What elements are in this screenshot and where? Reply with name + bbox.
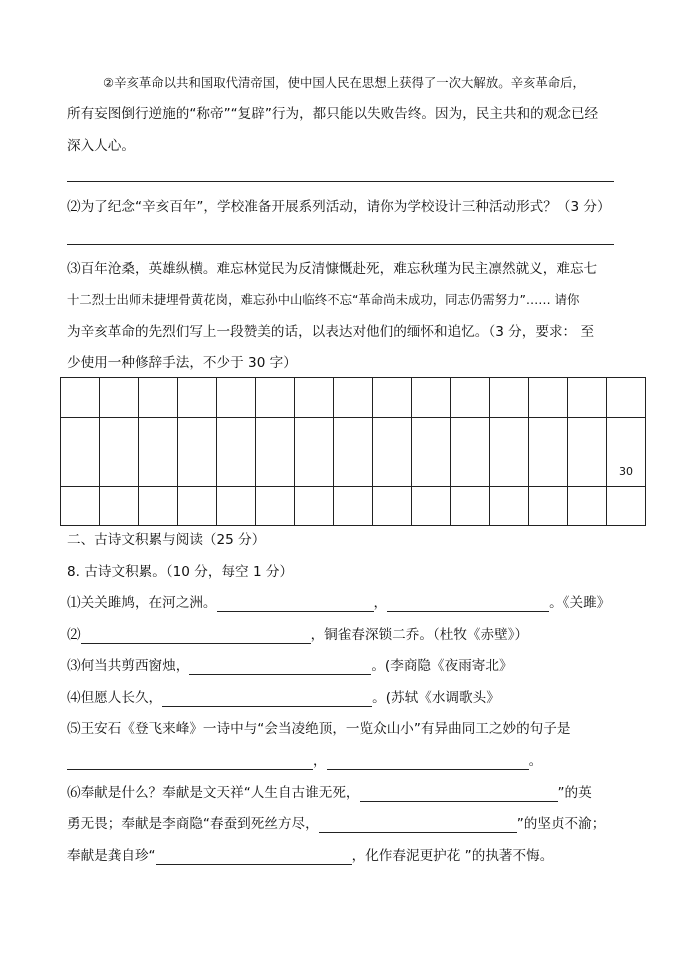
poem-1-source: 。《关雎》 (549, 595, 611, 611)
poem-6-text-4: ”的坚贞不渝； (516, 816, 606, 832)
poem-2-number: ⑵ (67, 627, 81, 643)
answer-line-1[interactable] (67, 181, 614, 182)
grid-cell[interactable] (529, 418, 568, 487)
grid-cell[interactable] (568, 418, 607, 487)
grid-cell[interactable] (178, 378, 217, 418)
grid-cell[interactable] (295, 487, 334, 526)
answer-line-2[interactable] (67, 244, 614, 245)
grid-cell[interactable] (256, 487, 295, 526)
grid-cell[interactable] (529, 487, 568, 526)
grid-cell[interactable] (139, 418, 178, 487)
fill-blank-5[interactable] (162, 692, 372, 707)
grid-cell[interactable] (61, 378, 100, 418)
poem-1-separator: ， (373, 595, 388, 611)
fill-blank-9[interactable] (319, 818, 517, 833)
poem-line-6-3 (67, 847, 553, 865)
grid-cell[interactable] (334, 378, 373, 418)
grid-cell[interactable] (451, 487, 490, 526)
grid-cell[interactable] (178, 487, 217, 526)
poem-4-source: 。(苏轼《水调歌头》 (372, 690, 500, 706)
fill-blank-1[interactable] (217, 597, 374, 612)
grid-cell[interactable] (178, 418, 217, 487)
grid-cell[interactable] (217, 418, 256, 487)
grid-cell[interactable] (100, 487, 139, 526)
grid-cell[interactable] (373, 378, 412, 418)
grid-cell[interactable] (607, 487, 646, 526)
question-8: 8. 古诗文积累。（10 分，每空 1 分） (67, 564, 294, 580)
poem-4-text: ⑷但愿人长久， (67, 690, 163, 706)
poem-6-text-1: ⑹奉献是什么？奉献是文天祥“人生自古谁无死， (67, 785, 360, 801)
grid-cell[interactable] (412, 378, 451, 418)
question-3-line-1: ⑶百年沧桑，英雄纵横。难忘林觉民为反清慷慨赴死，难忘秋瑾为民主凛然就义，难忘七 (67, 261, 598, 277)
grid-cell[interactable] (373, 487, 412, 526)
grid-cell[interactable] (568, 487, 607, 526)
poem-6-text-5: 奉献是龚自珍“ (67, 848, 156, 864)
grid-cell[interactable] (256, 378, 295, 418)
poem-6-text-6: ，化作春泥更护花 ”的执著不悔。 (351, 848, 554, 864)
grid-count-marker: 30 (607, 418, 646, 487)
poem-6-text-3: 勇无畏；奉献是李商隐“春蚕到死丝方尽， (67, 816, 319, 832)
grid-cell[interactable] (607, 378, 646, 418)
grid-cell[interactable] (568, 378, 607, 418)
grid-cell[interactable] (490, 378, 529, 418)
grid-cell[interactable] (412, 418, 451, 487)
fill-blank-10[interactable] (156, 850, 352, 865)
grid-cell[interactable] (451, 418, 490, 487)
question-3-line-2: 十二烈士出师未捷埋骨黄花岗，难忘孙中山临终不忘“革命尚未成功，同志仍需努力”…… 请你 (67, 292, 580, 307)
question-3-line-3: 为辛亥革命的先烈们写上一段赞美的话，以表达对他们的缅怀和追忆。（3 分，要求： 至 (67, 324, 595, 340)
grid-cell[interactable] (100, 418, 139, 487)
poem-line-4 (67, 689, 500, 707)
poem-line-6-1 (67, 784, 592, 802)
poem-line-6-2 (67, 815, 605, 833)
grid-cell[interactable] (61, 487, 100, 526)
grid-cell[interactable] (295, 418, 334, 487)
fill-blank-7[interactable] (327, 755, 529, 770)
fill-blank-2[interactable] (387, 597, 549, 612)
poem-2-text: ，铜雀春深锁二乔。（杜牧《赤壁》） (310, 627, 529, 643)
fill-blank-8[interactable] (360, 787, 558, 802)
writing-grid[interactable] (60, 377, 646, 526)
paragraph-2-line-2: 所有妄图倒行逆施的“称帝”“复辟”行为，都只能以失败告终。因为，民主共和的观念已经 (67, 106, 599, 122)
poem-3-source: 。(李商隐《夜雨寄北》 (371, 658, 513, 674)
grid-cell[interactable] (139, 378, 178, 418)
grid-cell[interactable] (490, 418, 529, 487)
paragraph-2-line-3: 深入人心。 (67, 138, 135, 154)
grid-cell[interactable] (373, 418, 412, 487)
poem-line-2 (67, 626, 528, 644)
poem-1-text: ⑴关关雎鸠，在河之洲。 (67, 595, 217, 611)
grid-cell[interactable] (100, 378, 139, 418)
grid-cell[interactable] (217, 378, 256, 418)
grid-cell[interactable] (529, 378, 568, 418)
poem-5-end: 。 (528, 753, 543, 769)
grid-cell[interactable] (412, 487, 451, 526)
grid-cell[interactable] (61, 418, 100, 487)
fill-blank-6[interactable] (67, 755, 313, 770)
grid-cell[interactable] (451, 378, 490, 418)
grid-cell[interactable] (490, 487, 529, 526)
grid-cell[interactable] (139, 487, 178, 526)
grid-cell[interactable] (334, 418, 373, 487)
poem-line-5: ⑸王安石《登飞来峰》一诗中与“会当凌绝顶，一览众山小”有异曲同工之妙的句子是 (67, 721, 571, 737)
question-2: ⑵为了纪念“辛亥百年”，学校准备开展系列活动，请你为学校设计三种活动形式？（3 分） (67, 199, 611, 215)
section-2-heading: 二、古诗文积累与阅读（25 分） (67, 532, 266, 548)
fill-blank-3[interactable] (81, 629, 311, 644)
fill-blank-4[interactable] (189, 660, 371, 675)
grid-cell[interactable] (256, 418, 295, 487)
grid-cell[interactable] (334, 487, 373, 526)
grid-cell[interactable] (217, 487, 256, 526)
poem-line-1 (67, 594, 610, 612)
poem-5-separator: ， (313, 753, 327, 769)
poem-line-3 (67, 657, 513, 675)
question-3-line-4: 少使用一种修辞手法，不少于 30 字） (67, 355, 297, 371)
poem-6-text-2: ”的英 (557, 785, 592, 801)
paragraph-2-line-1: ②辛亥革命以共和国取代清帝国，使中国人民在思想上获得了一次大解放。辛亥革命后， (103, 75, 585, 90)
grid-cell[interactable] (295, 378, 334, 418)
poem-line-5-answer (67, 752, 542, 770)
poem-3-text: ⑶何当共剪西窗烛， (67, 658, 190, 674)
